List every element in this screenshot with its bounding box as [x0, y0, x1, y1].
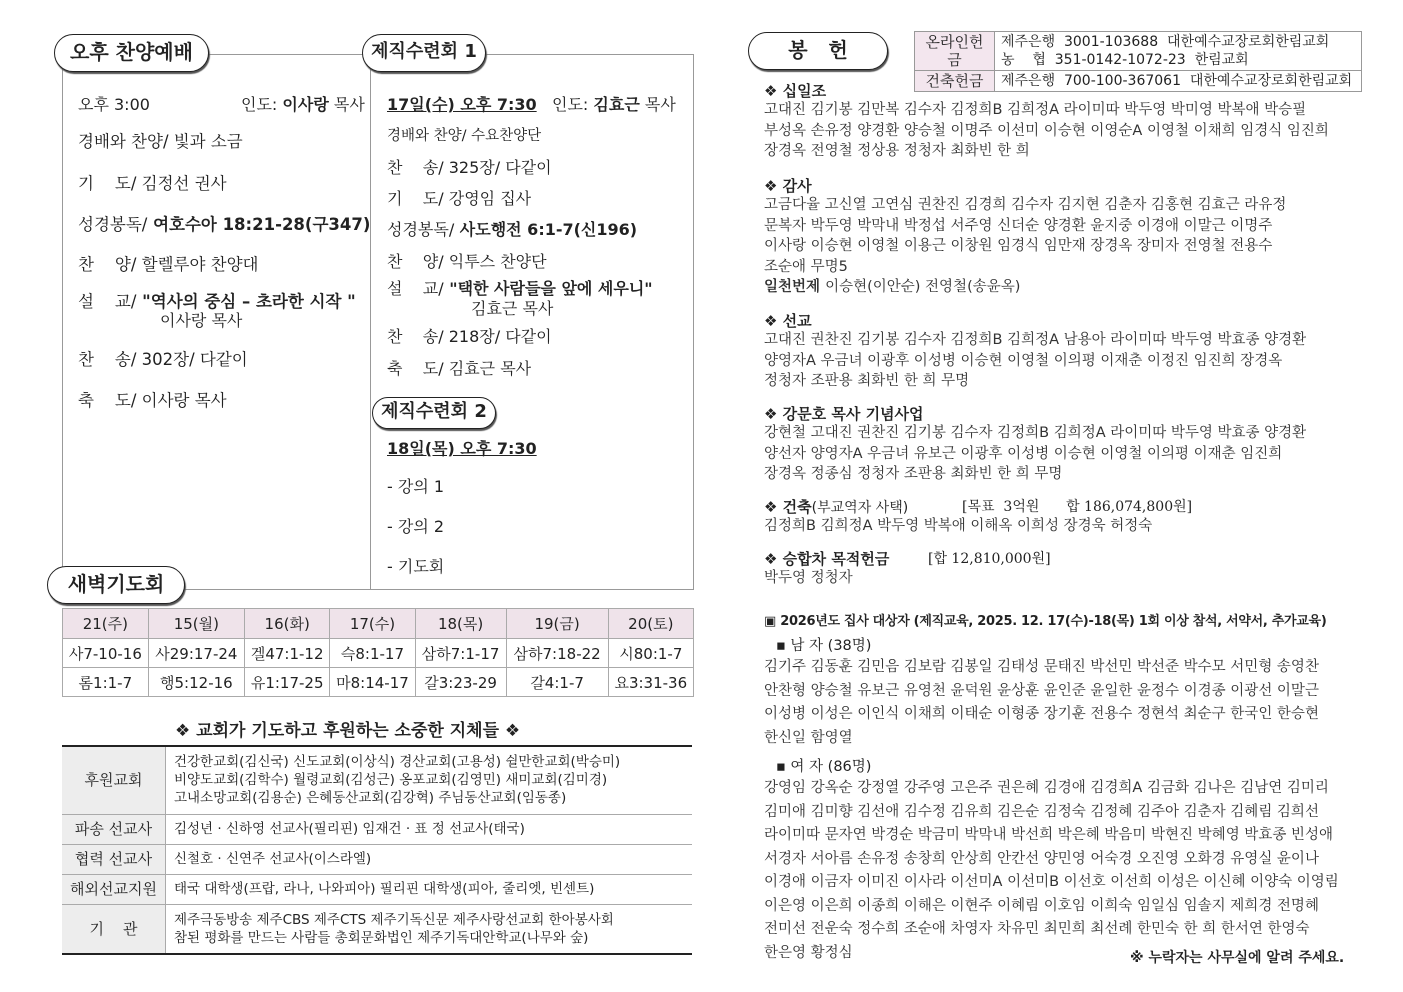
support-table [62, 745, 692, 955]
order-item [387, 249, 547, 272]
order-label: 축 도/ [78, 391, 137, 410]
offering-category-title [764, 548, 889, 569]
scripture-cell: 시80:1-7 [608, 639, 693, 668]
donor-names [764, 330, 1364, 392]
order-item [78, 251, 259, 275]
name-line: 이은영 이은희 이종희 이해은 이현주 이혜림 이호임 이희숙 임일심 임솔지 제희경 전명혜 [764, 897, 1319, 914]
scripture-cell: 사7-10-16 [63, 639, 149, 668]
account-line: 농 협 351-0142-1072-23 한림교회 [1001, 52, 1249, 68]
support-list [165, 874, 692, 904]
support-line: 건강한교회(김신국) 신도교회(이상식) 경산교회(고용성) 쉴만한교회(박승미) [173, 754, 621, 771]
category-name: ❖ 승합차 목적헌금 [764, 550, 890, 568]
order-item [78, 128, 243, 152]
order-value: 사도행전 6:1-7(신196) [454, 220, 638, 239]
order-value: 325장/ 다같이 [443, 158, 552, 177]
day-header: 16(화) [245, 609, 330, 639]
donor-line: 조순애 무명5 [764, 258, 848, 275]
donor-names [764, 423, 1364, 485]
scripture-cell: 갈3:23-29 [415, 668, 506, 697]
order-label: 기 도/ [387, 189, 444, 208]
name-line: 강영임 강옥순 강정열 강주영 고은주 권은혜 김경애 김경희A 김금화 김나은 김남연 김미리 [764, 780, 1329, 796]
category-name: ❖ 선교 [764, 312, 812, 330]
leader-title: 목사 [333, 95, 365, 114]
donor-line: 박두영 정청자 [764, 570, 853, 586]
leader-name: 김효근 [593, 95, 640, 114]
order-item [78, 346, 248, 370]
offering-category-title [764, 403, 924, 424]
day-header: 15(월) [148, 609, 244, 639]
online-offering-accounts [995, 32, 1362, 71]
support-list [165, 904, 692, 954]
day-header: 17(수) [330, 609, 415, 639]
order-label: 성경봉독/ [78, 215, 148, 234]
order-label: 찬 송/ [387, 327, 444, 346]
scripture-cell: 요3:31-36 [608, 668, 693, 697]
donor-line: 장경옥 전영철 정상용 정청자 최화빈 한 희 [764, 143, 1030, 159]
scripture-cell: 삼하7:1-17 [415, 639, 506, 668]
program-item: - 기도회 [387, 557, 445, 576]
order-value: 익투스 찬양단 [443, 252, 547, 271]
order-item [78, 387, 227, 411]
preacher-name: 이사랑 목사 [160, 311, 243, 330]
donor-line: 이사랑 이승현 이영철 이용근 이창원 임경식 임만재 장경옥 장미자 전영철 전용수 [764, 238, 1273, 254]
scripture-cell: 유1:17-25 [245, 668, 330, 697]
donor-line: 양선자 양영자A 우금녀 유보근 이광후 이성병 이승현 이영철 이의평 이재춘 임진희 [764, 445, 1283, 462]
donor-names [764, 568, 1364, 589]
support-list [165, 746, 692, 814]
extra-label: 일천번제 [764, 279, 826, 295]
order-item [387, 324, 552, 347]
support-row [62, 844, 692, 874]
order-value: "역사의 중심 – 초라한 시작 " [136, 292, 356, 311]
support-line: 제주극동방송 제주CBS 제주CTS 제주기독신문 제주사랑선교회 한아봉사회 [173, 911, 614, 928]
name-line: 김미애 김미향 김선애 김수정 김유희 김은순 김정숙 김정혜 김주아 김춘자 김혜림 김희선 [764, 803, 1319, 820]
category-note: (부교역자 사택) [811, 500, 909, 516]
support-list [165, 814, 692, 844]
support-category: 파송 선교사 [62, 814, 165, 844]
leader-title: 목사 [644, 95, 676, 114]
offering-category-title [764, 80, 826, 101]
order-value: 여호수아 18:21-28(구347) [147, 215, 371, 234]
staff2-date: 18일(목) 오후 7:30 [387, 439, 537, 458]
scripture-cell: 사29:17-24 [148, 639, 244, 668]
support-line: 비양도교회(김학수) 월령교회(김성근) 옹포교회(김영민) 새미교회(김미경) [173, 772, 608, 789]
order-item [387, 124, 541, 145]
support-row [62, 814, 692, 844]
scripture-cell: 겔47:1-12 [245, 639, 330, 668]
donor-line: 정청자 조판용 최화빈 한 희 무명 [764, 373, 970, 389]
female-count: ▪ 여 자 (86명) [776, 759, 872, 775]
staff2-title: 제직수련회 2 [372, 397, 496, 429]
donor-names [764, 516, 1364, 537]
program-item: - 강의 2 [387, 517, 445, 536]
support-category: 해외선교지원 [62, 874, 165, 904]
scripture-cell: 마8:14-17 [330, 668, 415, 697]
extra-names: 이승현(이안순) 전영철(송윤옥) [825, 279, 1021, 295]
program-item: - 강의 1 [387, 477, 445, 496]
female-candidate-names [764, 777, 1364, 965]
leader-label: 인도: [552, 95, 589, 114]
order-item [78, 211, 370, 235]
scripture-cell: 갈4:1-7 [506, 668, 608, 697]
donor-line: 문복자 박두영 박막내 박정섭 서주영 신더순 양경환 윤지중 이경애 이말근 이명주 [764, 217, 1273, 234]
donor-line: 고대진 김기봉 김만복 김수자 김정희B 김희정A 라이미따 박두영 박미영 박복애 박승필 [764, 102, 1307, 118]
support-category: 후원교회 [62, 746, 165, 814]
donor-line: 고대진 권찬진 김기봉 김수자 김정희B 김희정A 남용아 라이미따 박두영 박효종 양경환 [764, 332, 1307, 348]
offering-category-title [764, 310, 812, 331]
support-row [62, 904, 692, 954]
name-line: 라이미따 문자연 박경순 박금미 박막내 박선희 박은혜 박음미 박현진 박혜영 박효종 빈성애 [764, 827, 1333, 843]
order-value: 수요찬양단 [466, 128, 542, 144]
leader-name: 이사랑 [282, 95, 329, 114]
scripture-cell: 롬1:1-7 [63, 668, 149, 697]
male-count: ▪ 남 자 (38명) [776, 638, 872, 654]
online-offering-label: 온라인헌금 [915, 32, 995, 71]
name-line: 김기주 김동훈 김민음 김보람 김봉일 김태성 문태진 박선민 박선준 박수모 서민형 송영찬 [764, 659, 1319, 675]
donor-line: 양영자A 우금녀 이광후 이성병 이승현 이영철 이의평 이재춘 이정진 임진희 장경옥 [764, 352, 1283, 369]
name-line: 이경애 이금자 이미진 이사라 이선미A 이선미B 이선호 이선희 이성은 이신혜 이양숙 이영림 [764, 874, 1339, 890]
offering-category-title [764, 496, 908, 517]
offering-title: 봉 헌 [748, 32, 888, 70]
order-value: 빛과 소금 [168, 132, 243, 151]
day-header: 20(토) [608, 609, 693, 639]
donor-line: 강현철 고대진 권찬진 김기봉 김수자 김정희B 김희정A 라이미따 박두영 박효종 양경환 [764, 425, 1307, 441]
donor-line: 장경옥 정종심 정청자 조판용 최화빈 한 희 무명 [764, 466, 1063, 482]
order-label: 설 교/ [78, 292, 137, 311]
support-line: 고내소망교회(김용순) 은혜동산교회(김강혁) 주님동산교회(임동종) [173, 790, 567, 807]
day-header: 21(주) [63, 609, 149, 639]
order-item [387, 217, 637, 240]
afternoon-leader [241, 92, 365, 115]
column-divider [370, 54, 371, 590]
order-label: 찬 양/ [78, 255, 137, 274]
offering-account-table [914, 31, 1362, 92]
order-item [78, 170, 227, 194]
order-value: 강영임 집사 [443, 189, 532, 208]
dawn-schedule-table [62, 608, 694, 697]
name-line: 서경자 서아름 손유정 송창희 안상희 안칸선 양민영 어숙경 오진영 오화경 유영실 윤이나 [764, 850, 1319, 867]
order-item [387, 155, 552, 178]
support-line: 신철호 · 신연주 선교사(이스라엘) [173, 851, 372, 867]
support-category: 기 관 [62, 904, 165, 954]
category-name: ❖ 건축 [764, 498, 812, 516]
order-label: 성경봉독/ [387, 220, 455, 239]
preacher-name: 김효근 목사 [471, 299, 554, 318]
support-line: 참된 평화를 만드는 사람들 총회문화법인 제주기독대안학교(나무와 숲) [173, 929, 589, 946]
order-label: 축 도/ [387, 359, 444, 378]
order-label: 설 교/ [387, 279, 444, 298]
name-line: 안찬형 양승철 유보근 유영천 윤덕원 윤상훈 윤인준 윤일한 윤정수 이경종 이광선 이말근 [764, 682, 1319, 699]
order-value: 김효근 목사 [443, 359, 532, 378]
category-name: ❖ 십일조 [764, 82, 827, 100]
order-value: 김정선 권사 [136, 174, 227, 193]
staff1-title: 제직수련회 1 [362, 34, 486, 72]
name-line: 이성병 이성은 이인식 이채희 이태순 이형종 장기훈 전용수 정현석 최순구 한국인 한승현 [764, 706, 1319, 722]
offering-total: [합 12,810,000원] [928, 551, 1051, 567]
order-label: 경배와 찬양/ [387, 128, 467, 144]
category-name: ❖ 강문호 목사 기념사업 [764, 405, 924, 423]
offering-total: [목표 3억원 합 186,074,800원] [962, 499, 1193, 515]
name-line: 한신일 함영열 [764, 729, 853, 746]
donor-line [764, 277, 1364, 298]
order-label: 경배와 찬양/ [78, 132, 169, 151]
scripture-cell: 삼하7:18-22 [506, 639, 608, 668]
support-category: 협력 선교사 [62, 844, 165, 874]
scripture-cell: 슥8:1-17 [330, 639, 415, 668]
order-value: 할렐루야 찬양대 [136, 255, 259, 274]
leader-label: 인도: [241, 95, 278, 114]
category-name: ❖ 감사 [764, 177, 812, 195]
missing-notice: ※ 누락자는 사무실에 알려 주세요. [1130, 950, 1345, 966]
donor-line: 고금다율 고신열 고연심 권찬진 김경희 김수자 김지현 김춘자 김홍현 김효근 라유정 [764, 197, 1287, 213]
afternoon-time: 오후 3:00 [78, 95, 150, 114]
order-label: 찬 송/ [387, 158, 444, 177]
order-label: 찬 양/ [387, 252, 444, 271]
building-offering-account: 제주은행 700-100-367061 대한예수교장로회한림교회 [995, 71, 1362, 92]
order-value: 이사랑 목사 [136, 391, 227, 410]
support-row [62, 874, 692, 904]
support-row [62, 746, 692, 814]
donor-line: 김정희B 김희정A 박두영 박복애 이해옥 이희성 장경욱 허정숙 [764, 518, 1153, 534]
order-item [387, 186, 531, 209]
account-line: 제주은행 3001-103688 대한예수교장로회한림교회 [1001, 34, 1330, 50]
donor-names [764, 100, 1364, 162]
order-value: "택한 사람들을 앞에 세우니" [443, 279, 653, 298]
building-offering-label: 건축헌금 [915, 71, 995, 92]
offering-category-title [764, 175, 812, 196]
support-line: 김성년 · 신하영 선교사(필리핀) 임재건 · 표 정 선교사(태국) [173, 821, 525, 837]
support-line: 태국 대학생(프랍, 라나, 나와피아) 필리핀 대학생(피아, 줄리엣, 빈센트) [173, 881, 595, 897]
deacon-candidates-heading: ▣ 2026년도 집사 대상자 (제직교육, 2025. 12. 17(수)-18(목) 1회 이상 참석, 서약서, 추가교육) [764, 614, 1327, 629]
order-label: 찬 송/ [78, 350, 137, 369]
donor-names [764, 195, 1364, 298]
order-value: 218장/ 다같이 [443, 327, 552, 346]
day-header: 19(금) [506, 609, 608, 639]
order-label: 기 도/ [78, 174, 137, 193]
day-header: 18(목) [415, 609, 506, 639]
afternoon-title: 오후 찬양예배 [54, 34, 209, 72]
male-candidate-names [764, 656, 1364, 750]
order-item [387, 356, 531, 379]
staff1-leader [552, 92, 676, 115]
order-value: 302장/ 다같이 [136, 350, 248, 369]
name-line: 한은영 황정심 [764, 944, 853, 961]
support-list [165, 844, 692, 874]
name-line: 전미선 전운숙 정수희 조순애 차영자 차유민 최민희 최선례 한민숙 한 희 한서연 한영숙 [764, 921, 1310, 937]
dawn-title: 새벽기도회 [47, 566, 185, 604]
donor-line: 부성옥 손유정 양경환 양승철 이명주 이선미 이승현 이영순A 이영철 이채희 임경식 임진희 [764, 122, 1329, 139]
scripture-cell: 행5:12-16 [148, 668, 244, 697]
staff1-date: 17일(수) 오후 7:30 [387, 95, 537, 114]
support-title: ❖ 교회가 기도하고 후원하는 소중한 지체들 ❖ [175, 721, 521, 741]
